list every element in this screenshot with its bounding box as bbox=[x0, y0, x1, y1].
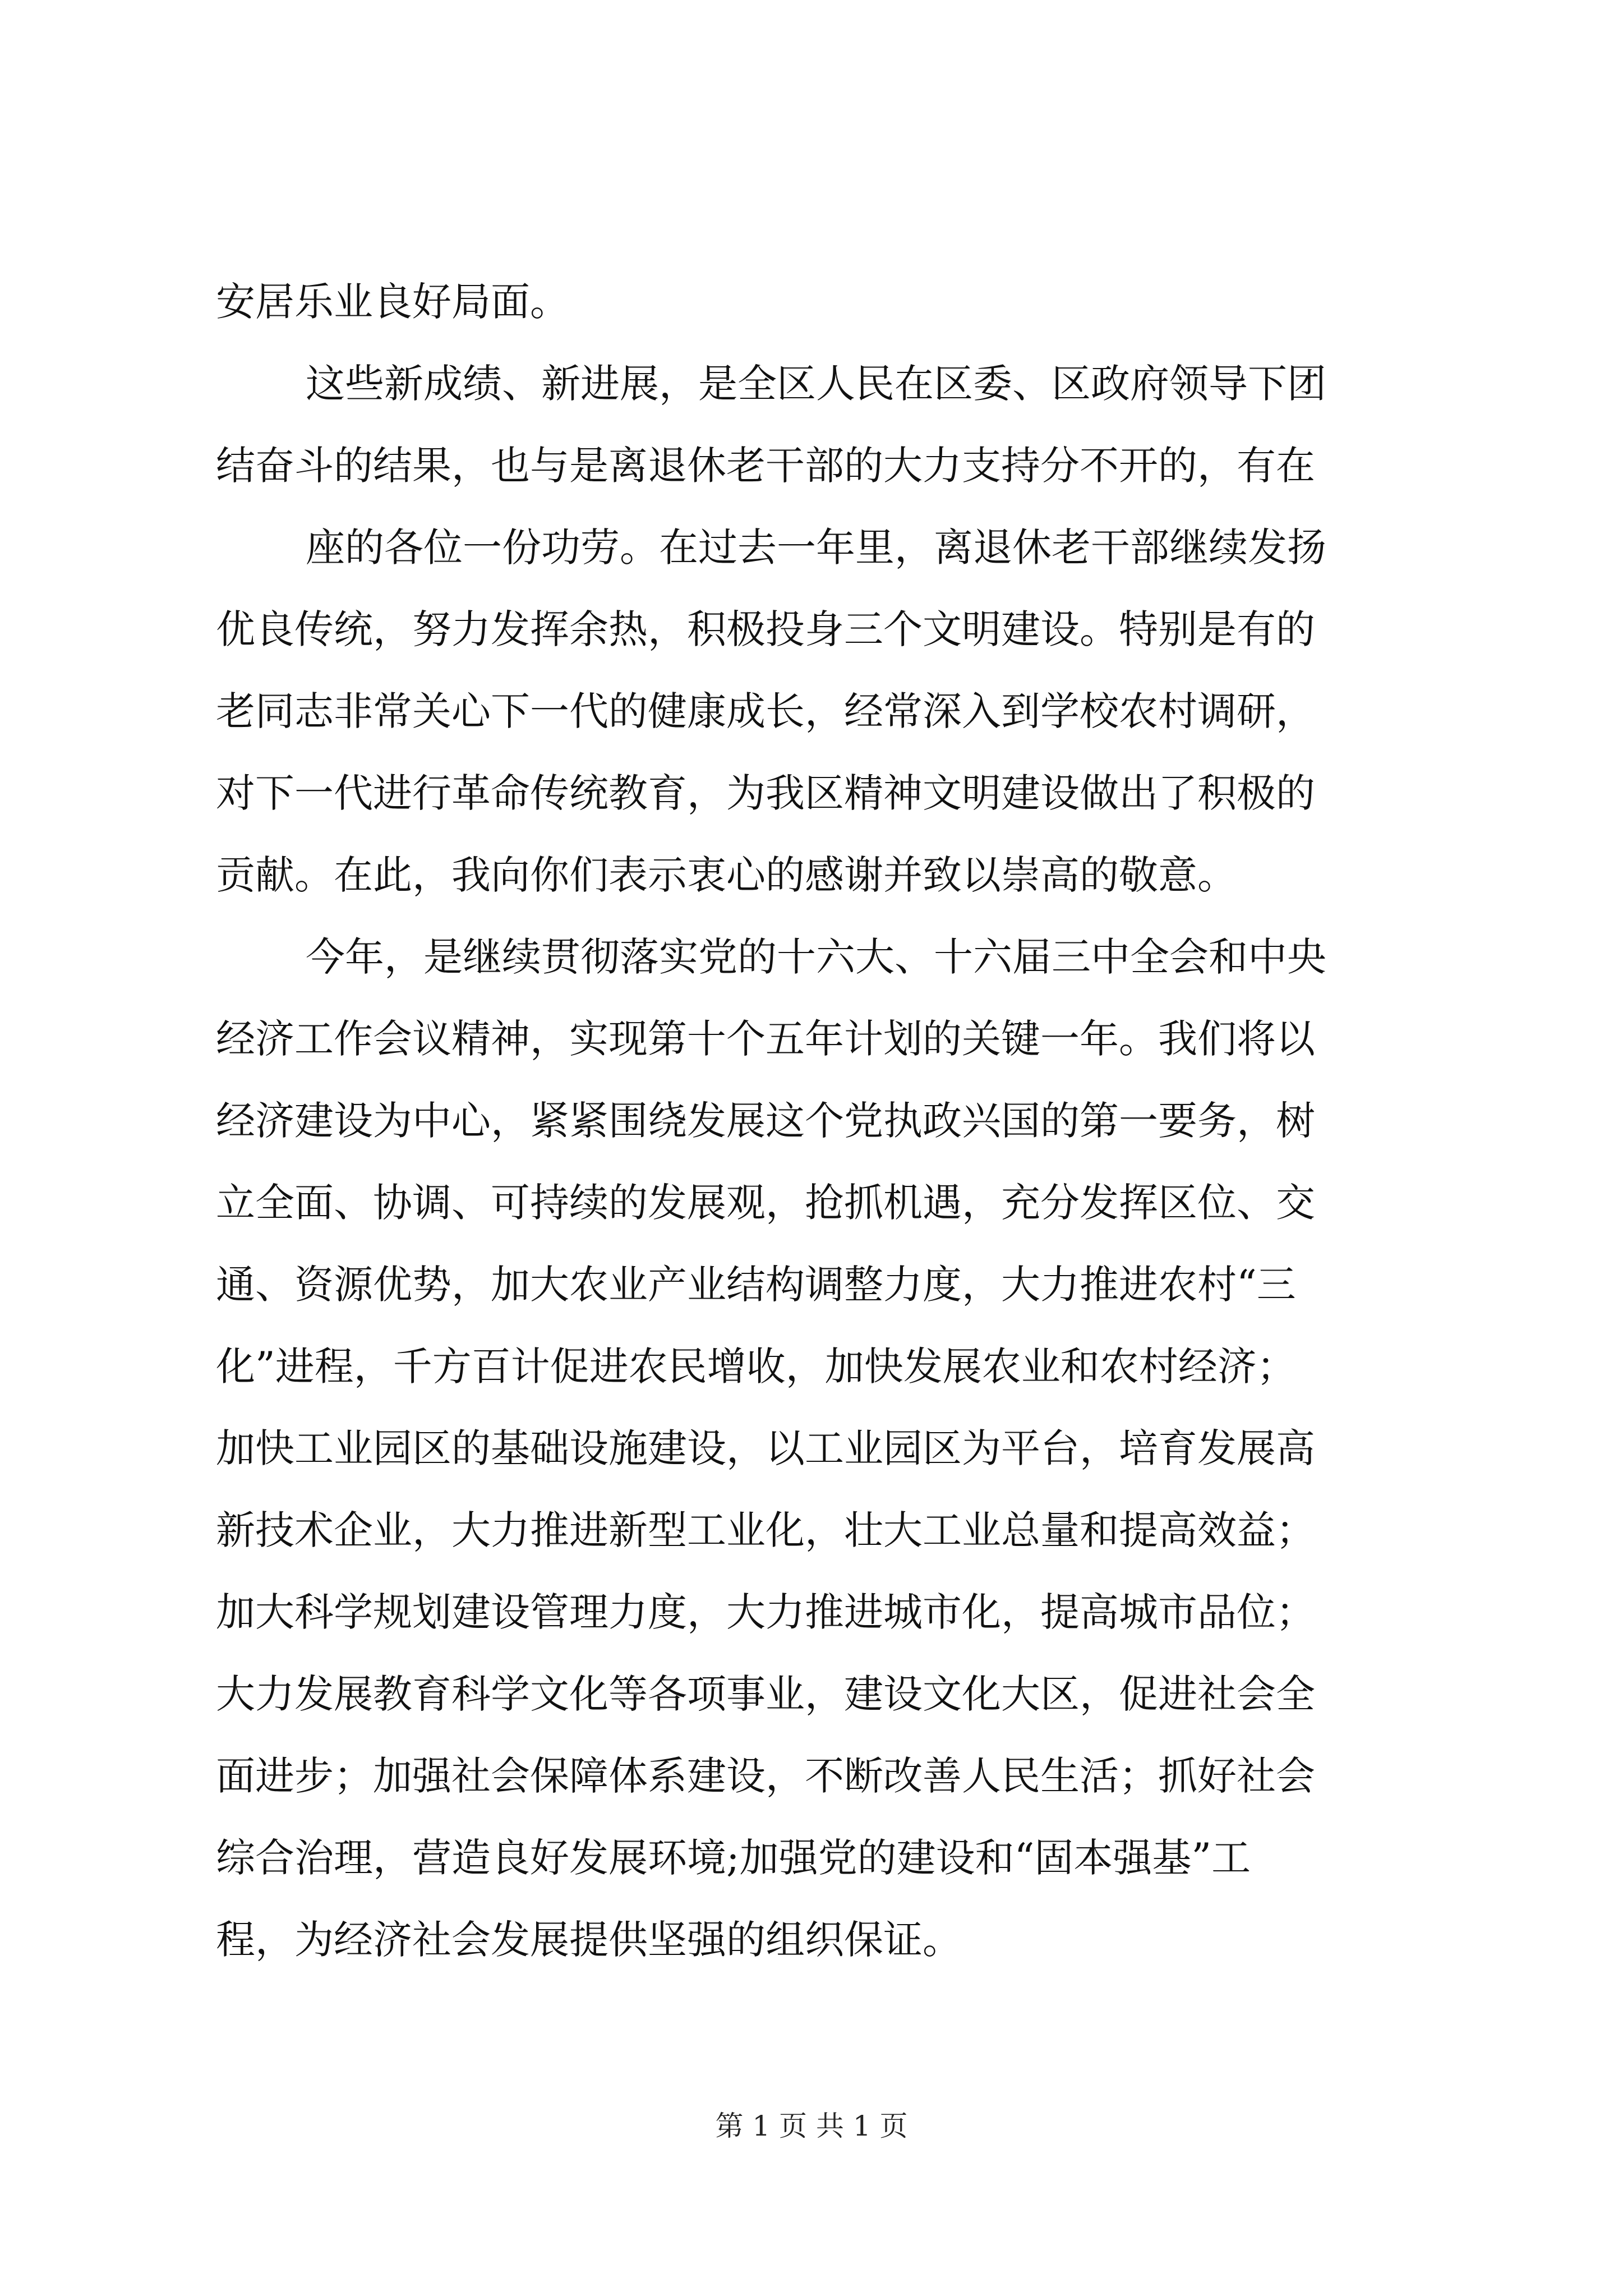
text-line: 这些新成绩、新进展，是全区人民在区委、区政府领导下团 bbox=[306, 361, 1326, 407]
text-line: 加大科学规划建设管理力度，大力推进城市化，提高城市品位； bbox=[216, 1589, 1315, 1635]
text-line: 经济工作会议精神，实现第十个五年计划的关键一年。我们将以 bbox=[216, 1016, 1315, 1062]
text-line: 立全面、协调、可持续的发展观，抢抓机遇，充分发挥区位、交 bbox=[216, 1180, 1315, 1226]
text-line: 贡献。在此，我向你们表示衷心的感谢并致以崇高的敬意。 bbox=[216, 852, 1237, 898]
text-line: 座的各位一份功劳。在过去一年里，离退休老干部继续发扬 bbox=[306, 524, 1326, 570]
text-line: 优良传统，努力发挥余热，积极投身三个文明建设。特别是有的 bbox=[216, 606, 1315, 652]
text-line: 新技术企业，大力推进新型工业化，壮大工业总量和提高效益； bbox=[216, 1507, 1315, 1553]
text-line: 老同志非常关心下一代的健康成长，经常深入到学校农村调研， bbox=[216, 688, 1315, 734]
text-line: 面进步；加强社会保障体系建设，不断改善人民生活；抓好社会 bbox=[216, 1753, 1315, 1799]
text-line: 加快工业园区的基础设施建设，以工业园区为平台，培育发展高 bbox=[216, 1425, 1315, 1471]
text-line: 通、资源优势，加大农业产业结构调整力度，大力推进农村“三 bbox=[216, 1262, 1296, 1308]
text-line: 对下一代进行革命传统教育，为我区精神文明建设做出了积极的 bbox=[216, 770, 1315, 816]
text-line: 结奋斗的结果，也与是离退休老干部的大力支持分不开的，有在 bbox=[216, 443, 1315, 489]
text-line: 综合治理，营造良好发展环境;加强党的建设和“固本强基”工 bbox=[216, 1835, 1251, 1881]
document-body bbox=[216, 261, 1410, 1981]
text-line: 大力发展教育科学文化等各项事业，建设文化大区，促进社会全 bbox=[216, 1671, 1315, 1717]
text-line: 今年，是继续贯彻落实党的十六大、十六届三中全会和中央 bbox=[306, 934, 1326, 980]
text-line: 程，为经济社会发展提供坚强的组织保证。 bbox=[216, 1917, 962, 1963]
text-line: 安居乐业良好局面。 bbox=[216, 279, 569, 325]
text-line: 化”进程，千方百计促进农民增收，加快发展农业和农村经济； bbox=[216, 1343, 1296, 1389]
page-footer: 第 1 页 共 1 页 bbox=[715, 2110, 908, 2142]
text-line: 经济建设为中心，紧紧围绕发展这个党执政兴国的第一要务，树 bbox=[216, 1098, 1315, 1144]
